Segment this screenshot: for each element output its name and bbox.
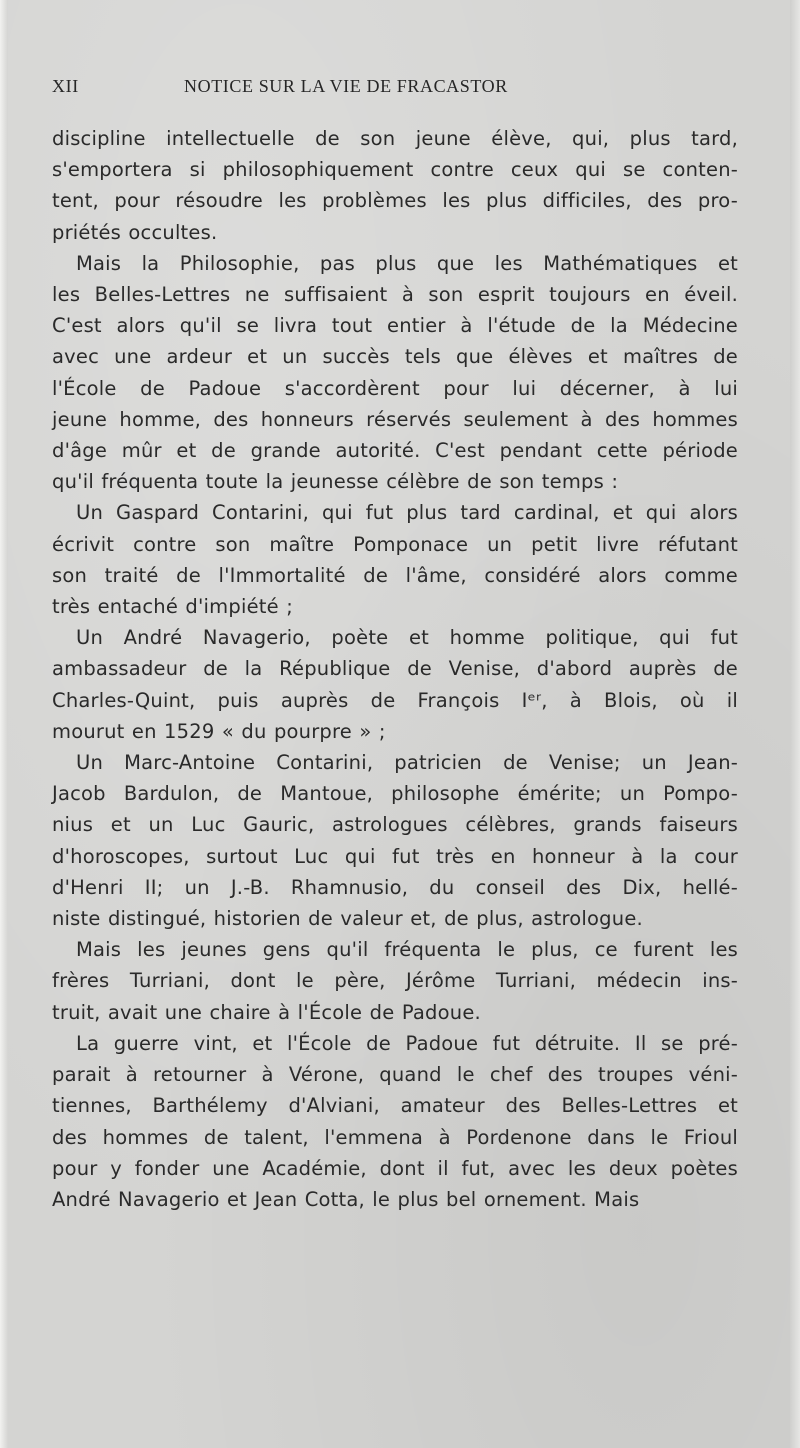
- text-line: frères Turriani, dont le père, Jérôme Turriani, médecin ins-: [52, 969, 738, 993]
- text-line: d'horoscopes, surtout Luc qui fut très en honneur à la cour: [52, 844, 738, 868]
- text-line: tiennes, Barthélemy d'Alviani, amateur des Belles-Lettres et: [52, 1094, 738, 1118]
- text-line: d'âge mûr et de grande autorité. C'est pendant cette période: [52, 439, 738, 463]
- paragraph: [52, 934, 738, 1028]
- page-number: XII: [52, 76, 79, 96]
- text-line: discipline intellectuelle de son jeune élève, qui, plus tard,: [52, 127, 738, 150]
- text-line: Un André Navagerio, poète et homme politique, qui fut: [76, 626, 738, 650]
- text-line: André Navagerio et Jean Cotta, le plus bel ornement. Mais: [52, 1187, 640, 1211]
- text-line: tent, pour résoudre les problèmes les plus difficiles, des pro-: [52, 189, 738, 213]
- text-line: Mais la Philosophie, pas plus que les Mathématiques et: [76, 251, 738, 275]
- paragraph: [52, 1028, 738, 1215]
- text-line: mourut en 1529 « du pourpre » ;: [52, 719, 386, 743]
- text-line: très entaché d'impiété ;: [52, 595, 293, 619]
- page-right-edge: [790, 0, 800, 1448]
- body-text: [52, 123, 738, 1215]
- text-line: Un Gaspard Contarini, qui fut plus tard cardinal, et qui alors: [76, 501, 738, 525]
- text-line: des hommes de talent, l'emmena à Pordenone dans le Frioul: [52, 1125, 738, 1149]
- text-line: s'emportera si philosophiquement contre ceux qui se conten-: [52, 158, 738, 182]
- text-line: nius et un Luc Gauric, astrologues célèbres, grands faiseurs: [52, 813, 738, 837]
- paragraph: [52, 248, 738, 498]
- text-line: C'est alors qu'il se livra tout entier à l'étude de la Médecine: [52, 314, 738, 338]
- text-line: qu'il fréquenta toute la jeunesse célèbre de son temps :: [52, 470, 619, 494]
- text-line: écrivit contre son maître Pomponace un petit livre réfutant: [52, 532, 738, 556]
- text-line: Charles-Quint, puis auprès de François Iᵉʳ, à Blois, où il: [52, 688, 738, 712]
- text-line: les Belles-Lettres ne suffisaient à son esprit toujours en éveil.: [52, 283, 738, 307]
- text-line: truit, avait une chaire à l'École de Padoue.: [52, 1000, 481, 1024]
- paragraph: [52, 747, 738, 934]
- paragraph: [52, 497, 738, 622]
- text-line: Mais les jeunes gens qu'il fréquenta le plus, ce furent les: [76, 938, 738, 962]
- text-line: pour y fonder une Académie, dont il fut, avec les deux poètes: [52, 1156, 738, 1180]
- paragraph: [52, 123, 738, 248]
- running-title: NOTICE SUR LA VIE DE FRACASTOR: [184, 76, 508, 96]
- paragraph: [52, 622, 738, 747]
- text-line: Un Marc-Antoine Contarini, patricien de Venise; un Jean-: [76, 751, 738, 775]
- text-line: l'École de Padoue s'accordèrent pour lui décerner, à lui: [52, 376, 738, 400]
- text-line: jeune homme, des honneurs réservés seulement à des hommes: [52, 407, 738, 431]
- text-line: avec une ardeur et un succès tels que élèves et maîtres de: [52, 345, 738, 369]
- text-line: d'Henri II; un J.-B. Rhamnusio, du conseil des Dix, hellé-: [52, 875, 738, 899]
- text-line: ambassadeur de la République de Venise, d'abord auprès de: [52, 657, 738, 681]
- page-left-edge: [0, 0, 8, 1448]
- text-line: priétés occultes.: [52, 220, 218, 244]
- running-head: [52, 76, 752, 100]
- text-line: Jacob Bardulon, de Mantoue, philosophe émérite; un Pompo-: [52, 782, 738, 806]
- text-line: parait à retourner à Vérone, quand le chef des troupes véni-: [52, 1063, 738, 1087]
- text-line: niste distingué, historien de valeur et, de plus, astrologue.: [52, 907, 643, 931]
- text-line: son traité de l'Immortalité de l'âme, considéré alors comme: [52, 563, 738, 587]
- text-line: La guerre vint, et l'École de Padoue fut détruite. Il se pré-: [76, 1031, 738, 1055]
